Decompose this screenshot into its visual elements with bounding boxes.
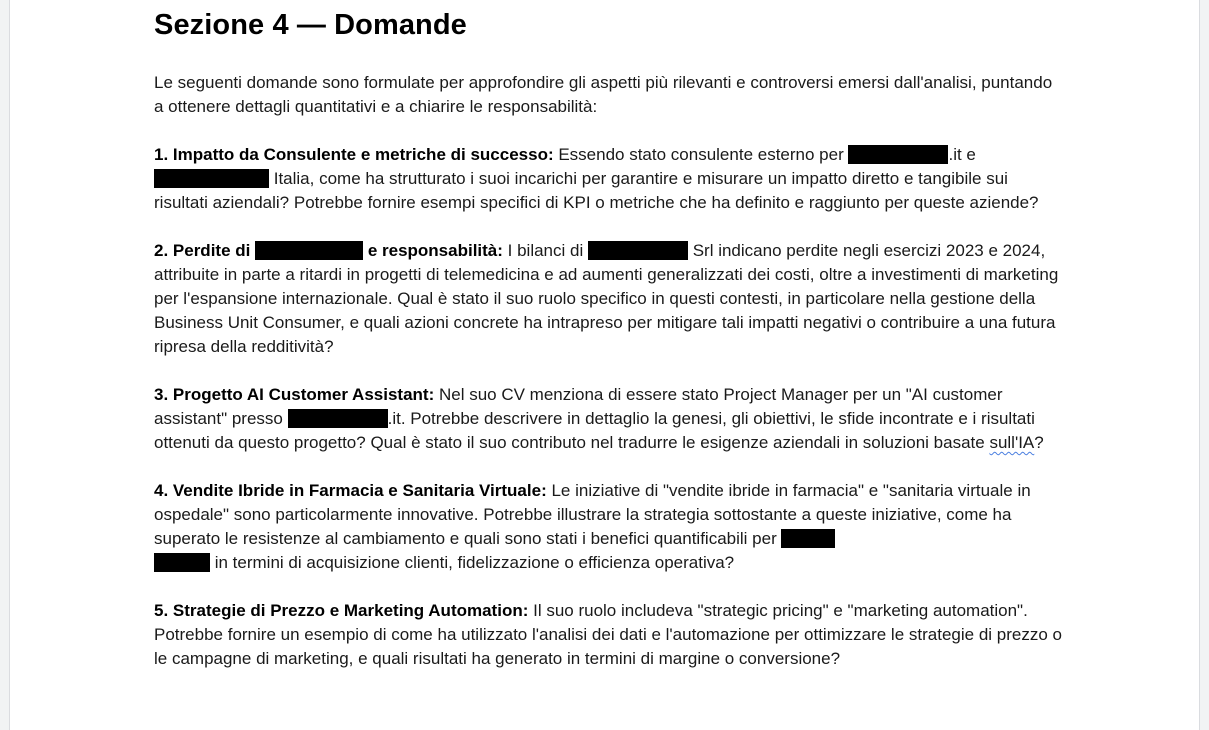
spellcheck-flagged-word[interactable]: sull'IA (989, 433, 1035, 452)
question-2 (154, 239, 1064, 359)
question-5-lead: 5. Strategie di Prezzo e Marketing Automation: (154, 601, 529, 620)
redaction-block (781, 529, 835, 548)
question-4 (154, 479, 1064, 575)
question-1 (154, 143, 1064, 215)
question-1-text-c: Italia, come ha strutturato i suoi incarichi per garantire e misurare un impatto diretto e tangibile sui risultati aziendali? Potrebbe fornire esempi specifici di KPI o metriche che ha definito e raggiunto per queste aziende? (154, 169, 1039, 212)
question-3-text-b: .it. Potrebbe descrivere in dettaglio la genesi, gli obiettivi, le sfide incontrate e i risultati ottenuti da questo progetto? Qual è stato il suo contributo nel tradurre le esigenze aziendali in soluzioni basate (154, 409, 1035, 452)
question-4-text-a: Le iniziative di "vendite ibride in farmacia" e "sanitaria virtuale in ospedale" sono particolarmente innovative. Potrebbe illustrare la strategia sottostante a queste iniziative, come ha superato le resistenze al cambiamento e quali sono stati i benefici quantificabili per (154, 481, 1031, 548)
question-2-text-b: Srl indicano perdite negli esercizi 2023 e 2024, attribuite in parte a ritardi in progetti di telemedicina e ad aumenti generalizzati dei costi, oltre a investimenti di marketing per l'espansione internazionale. Qual è stato il suo ruolo specifico in questi contesti, in particolare nella gestione della Business Unit Consumer, e quali azioni concrete ha intrapreso per mitigare tali impatti negativi o contribuire a una futura ripresa della redditività? (154, 241, 1059, 356)
question-5 (154, 599, 1064, 671)
question-1-lead: 1. Impatto da Consulente e metriche di successo: (154, 145, 554, 164)
question-2-text-a: I bilanci di (502, 241, 588, 260)
redaction-block (154, 553, 210, 572)
question-3-lead: 3. Progetto AI Customer Assistant: (154, 385, 435, 404)
question-1-text-b: .it e (948, 145, 976, 164)
question-4-lead: 4. Vendite Ibride in Farmacia e Sanitaria Virtuale: (154, 481, 547, 500)
redaction-block (588, 241, 688, 260)
question-2-lead-b: e responsabilità: (363, 241, 503, 260)
document-body[interactable] (154, 4, 1064, 671)
document-page (9, 0, 1200, 730)
redaction-block (255, 241, 363, 260)
question-3-text-d: ? (1034, 433, 1044, 452)
section-heading: Sezione 4 — Domande (154, 9, 467, 41)
question-2-lead-a: 2. Perdite di (154, 241, 256, 260)
question-5-text: Il suo ruolo includeva "strategic pricing" e "marketing automation". Potrebbe fornire un esempio di come ha utilizzato l'analisi dei dati e l'automazione per ottimizzare le strategie di prezzo o le campagne di marketing, e quali risultati ha generato in termini di margine o conversione? (154, 601, 1062, 668)
question-3 (154, 383, 1064, 455)
redaction-block (848, 145, 948, 164)
redaction-block (154, 169, 269, 188)
redaction-block (288, 409, 388, 428)
intro-paragraph: Le seguenti domande sono formulate per approfondire gli aspetti più rilevanti e controversi emersi dall'analisi, puntando a ottenere dettagli quantitativi e a chiarire le responsabilità: (154, 73, 1053, 116)
question-4-text-b: in termini di acquisizione clienti, fidelizzazione o efficienza operativa? (210, 553, 735, 572)
question-1-text-a: Essendo stato consulente esterno per (553, 145, 849, 164)
question-3-text-a: Nel suo CV menziona di essere stato Project Manager per un "AI customer assistant" presso (154, 385, 1003, 428)
